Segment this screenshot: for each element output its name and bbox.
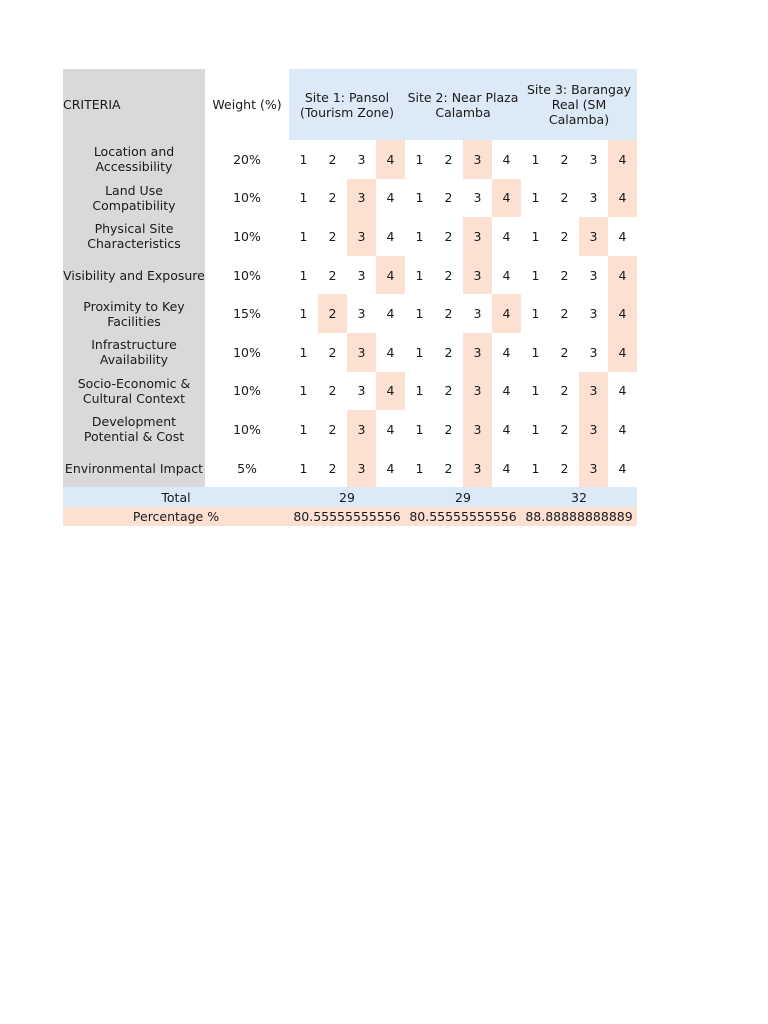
score-cell-site-3[interactable]: 3	[589, 267, 598, 283]
weight-cell[interactable]: 10%	[233, 190, 261, 206]
score-cell-site-1[interactable]: 2	[328, 228, 337, 244]
score-cell-site-1[interactable]: 3	[357, 267, 366, 283]
score-cell-site-2[interactable]: 1	[415, 267, 424, 283]
score-cell-site-2[interactable]: 3	[463, 410, 492, 449]
score-cell-site-1[interactable]: 1	[299, 421, 308, 437]
score-cell-site-2[interactable]: 2	[444, 228, 453, 244]
score-cell-site-1[interactable]: 2	[328, 267, 337, 283]
table-row	[63, 217, 637, 256]
total-row-site-2[interactable]: 29	[405, 487, 521, 507]
table-row	[63, 410, 637, 449]
score-cell-site-1[interactable]: 1	[299, 228, 308, 244]
score-cell-site-1[interactable]: 4	[376, 372, 405, 411]
score-cell-site-1[interactable]: 3	[357, 306, 366, 322]
table-row	[63, 294, 637, 333]
score-cell-site-3[interactable]: 4	[608, 294, 637, 333]
score-cell-site-3[interactable]: 4	[618, 228, 627, 244]
score-cell-site-1[interactable]: 2	[328, 344, 337, 360]
score-cell-site-1[interactable]: 3	[347, 449, 376, 488]
total-row-site-3[interactable]: 32	[521, 487, 637, 507]
score-cell-site-3[interactable]: 1	[531, 421, 540, 437]
score-cell-site-1[interactable]: 2	[318, 294, 347, 333]
score-cell-site-3[interactable]: 1	[531, 383, 540, 399]
score-cell-site-1[interactable]: 3	[347, 217, 376, 256]
site-2-header[interactable]: Site 2: Near Plaza Calamba	[405, 69, 521, 140]
score-cell-site-1[interactable]: 2	[328, 383, 337, 399]
score-cell-site-2[interactable]: 2	[444, 383, 453, 399]
score-cell-site-1[interactable]: 3	[347, 179, 376, 218]
score-cell-site-1[interactable]: 3	[347, 410, 376, 449]
score-cell-site-2[interactable]: 2	[444, 421, 453, 437]
score-cell-site-3[interactable]: 2	[560, 460, 569, 476]
score-cell-site-1[interactable]: 2	[328, 151, 337, 167]
percentage-row	[63, 507, 637, 526]
criteria-cell[interactable]: Visibility and Exposure	[63, 256, 205, 295]
score-cell-site-3[interactable]: 4	[618, 383, 627, 399]
score-cell-site-3[interactable]: 2	[560, 267, 569, 283]
score-cell-site-2[interactable]: 3	[463, 217, 492, 256]
score-cell-site-1[interactable]: 1	[299, 306, 308, 322]
score-cell-site-3[interactable]: 2	[560, 306, 569, 322]
score-cell-site-1[interactable]: 2	[328, 421, 337, 437]
criteria-cell[interactable]: Development Potential & Cost	[63, 410, 205, 449]
score-cell-site-2[interactable]: 3	[463, 449, 492, 488]
score-cell-site-3[interactable]: 2	[560, 344, 569, 360]
score-cell-site-3[interactable]: 4	[608, 256, 637, 295]
score-cell-site-2[interactable]: 2	[444, 190, 453, 206]
weight-cell[interactable]: 10%	[233, 344, 261, 360]
score-cell-site-1[interactable]: 4	[386, 421, 395, 437]
score-cell-site-1[interactable]: 4	[376, 140, 405, 179]
total-row-site-1[interactable]: 29	[289, 487, 405, 507]
score-cell-site-2[interactable]: 4	[492, 294, 521, 333]
score-cell-site-3[interactable]: 1	[531, 151, 540, 167]
score-cell-site-3[interactable]: 3	[589, 151, 598, 167]
criteria-cell[interactable]: Physical Site Characteristics	[63, 217, 205, 256]
table-row	[63, 140, 637, 179]
score-cell-site-2[interactable]: 1	[415, 460, 424, 476]
score-cell-site-2[interactable]: 3	[463, 333, 492, 372]
percentage-row-site-3[interactable]: 88.88888888889	[521, 507, 637, 526]
score-cell-site-2[interactable]: 3	[473, 190, 482, 206]
weight-header[interactable]: Weight (%)	[212, 97, 282, 112]
weight-cell[interactable]: 10%	[233, 228, 261, 244]
score-cell-site-3[interactable]: 3	[589, 344, 598, 360]
table-row	[63, 449, 637, 488]
score-cell-site-3[interactable]: 1	[531, 344, 540, 360]
score-cell-site-2[interactable]: 2	[444, 344, 453, 360]
weight-cell[interactable]: 15%	[233, 306, 261, 322]
criteria-cell[interactable]: Proximity to Key Facilities	[63, 294, 205, 333]
score-cell-site-3[interactable]: 4	[608, 179, 637, 218]
score-cell-site-3[interactable]: 3	[589, 190, 598, 206]
score-cell-site-2[interactable]: 4	[502, 383, 511, 399]
percentage-row-label[interactable]: Percentage %	[63, 507, 289, 526]
criteria-cell[interactable]: Infrastructure Availability	[63, 333, 205, 372]
score-cell-site-1[interactable]: 3	[347, 333, 376, 372]
score-cell-site-2[interactable]: 3	[463, 372, 492, 411]
score-cell-site-3[interactable]: 4	[608, 333, 637, 372]
score-cell-site-3[interactable]: 1	[531, 190, 540, 206]
score-cell-site-2[interactable]: 1	[415, 306, 424, 322]
score-cell-site-3[interactable]: 3	[579, 217, 608, 256]
score-cell-site-3[interactable]: 3	[589, 306, 598, 322]
criteria-header[interactable]: CRITERIA	[63, 69, 205, 140]
weight-cell[interactable]: 10%	[233, 421, 261, 437]
score-cell-site-1[interactable]: 1	[299, 460, 308, 476]
site-3-header[interactable]: Site 3: Barangay Real (SM Calamba)	[521, 69, 637, 140]
score-cell-site-1[interactable]: 4	[386, 460, 395, 476]
score-cell-site-2[interactable]: 4	[502, 421, 511, 437]
score-cell-site-3[interactable]: 4	[608, 140, 637, 179]
criteria-cell[interactable]: Location and Accessibility	[63, 140, 205, 179]
score-cell-site-3[interactable]: 3	[579, 410, 608, 449]
score-cell-site-2[interactable]: 1	[415, 383, 424, 399]
weight-cell[interactable]: 20%	[233, 151, 261, 167]
score-cell-site-1[interactable]: 4	[376, 256, 405, 295]
score-cell-site-2[interactable]: 3	[463, 256, 492, 295]
weight-cell[interactable]: 10%	[233, 383, 261, 399]
score-cell-site-3[interactable]: 3	[579, 372, 608, 411]
weight-cell[interactable]: 10%	[233, 267, 261, 283]
score-cell-site-3[interactable]: 2	[560, 383, 569, 399]
score-cell-site-1[interactable]: 1	[299, 267, 308, 283]
score-cell-site-2[interactable]: 4	[502, 267, 511, 283]
score-cell-site-1[interactable]: 1	[299, 344, 308, 360]
score-cell-site-2[interactable]: 2	[444, 306, 453, 322]
score-cell-site-3[interactable]: 4	[618, 421, 627, 437]
score-cell-site-1[interactable]: 4	[386, 190, 395, 206]
total-row-label[interactable]: Total	[63, 487, 289, 507]
score-cell-site-3[interactable]: 1	[531, 460, 540, 476]
score-cell-site-2[interactable]: 4	[492, 179, 521, 218]
site-1-header[interactable]: Site 1: Pansol (Tourism Zone)	[289, 69, 405, 140]
score-cell-site-1[interactable]: 4	[386, 344, 395, 360]
score-cell-site-3[interactable]: 2	[560, 421, 569, 437]
score-cell-site-2[interactable]: 2	[444, 460, 453, 476]
table-row	[63, 179, 637, 218]
score-cell-site-2[interactable]: 1	[415, 228, 424, 244]
score-cell-site-3[interactable]: 2	[560, 190, 569, 206]
score-cell-site-3[interactable]: 1	[531, 267, 540, 283]
total-row	[63, 487, 637, 507]
score-cell-site-3[interactable]: 1	[531, 306, 540, 322]
criteria-cell[interactable]: Land Use Compatibility	[63, 179, 205, 218]
header-row	[63, 69, 637, 140]
table-row	[63, 372, 637, 411]
score-cell-site-2[interactable]: 4	[502, 228, 511, 244]
score-cell-site-2[interactable]: 4	[502, 151, 511, 167]
score-cell-site-2[interactable]: 2	[444, 267, 453, 283]
score-cell-site-3[interactable]: 1	[531, 228, 540, 244]
score-cell-site-2[interactable]: 1	[415, 344, 424, 360]
score-cell-site-1[interactable]: 1	[299, 190, 308, 206]
score-cell-site-1[interactable]: 2	[328, 190, 337, 206]
table-row	[63, 256, 637, 295]
score-cell-site-2[interactable]: 4	[502, 460, 511, 476]
score-cell-site-1[interactable]: 4	[386, 306, 395, 322]
score-cell-site-2[interactable]: 4	[502, 344, 511, 360]
score-cell-site-2[interactable]: 1	[415, 151, 424, 167]
percentage-row-site-2[interactable]: 80.55555555556	[405, 507, 521, 526]
score-cell-site-2[interactable]: 3	[473, 306, 482, 322]
score-cell-site-3[interactable]: 2	[560, 151, 569, 167]
score-cell-site-2[interactable]: 1	[415, 190, 424, 206]
score-cell-site-3[interactable]: 3	[579, 449, 608, 488]
site-evaluation-table	[63, 69, 637, 526]
score-cell-site-2[interactable]: 1	[415, 421, 424, 437]
table-row	[63, 333, 637, 372]
score-cell-site-1[interactable]: 1	[299, 151, 308, 167]
weight-cell[interactable]: 5%	[237, 460, 257, 476]
percentage-row-site-1[interactable]: 80.55555555556	[289, 507, 405, 526]
score-cell-site-2[interactable]: 3	[463, 140, 492, 179]
score-cell-site-1[interactable]: 3	[357, 151, 366, 167]
score-cell-site-1[interactable]: 4	[386, 228, 395, 244]
score-cell-site-1[interactable]: 3	[357, 383, 366, 399]
criteria-cell[interactable]: Socio-Economic & Cultural Context	[63, 372, 205, 411]
score-cell-site-3[interactable]: 4	[618, 460, 627, 476]
criteria-cell[interactable]: Environmental Impact	[63, 449, 205, 488]
score-cell-site-1[interactable]: 2	[328, 460, 337, 476]
score-cell-site-2[interactable]: 2	[444, 151, 453, 167]
score-cell-site-3[interactable]: 2	[560, 228, 569, 244]
score-cell-site-1[interactable]: 1	[299, 383, 308, 399]
